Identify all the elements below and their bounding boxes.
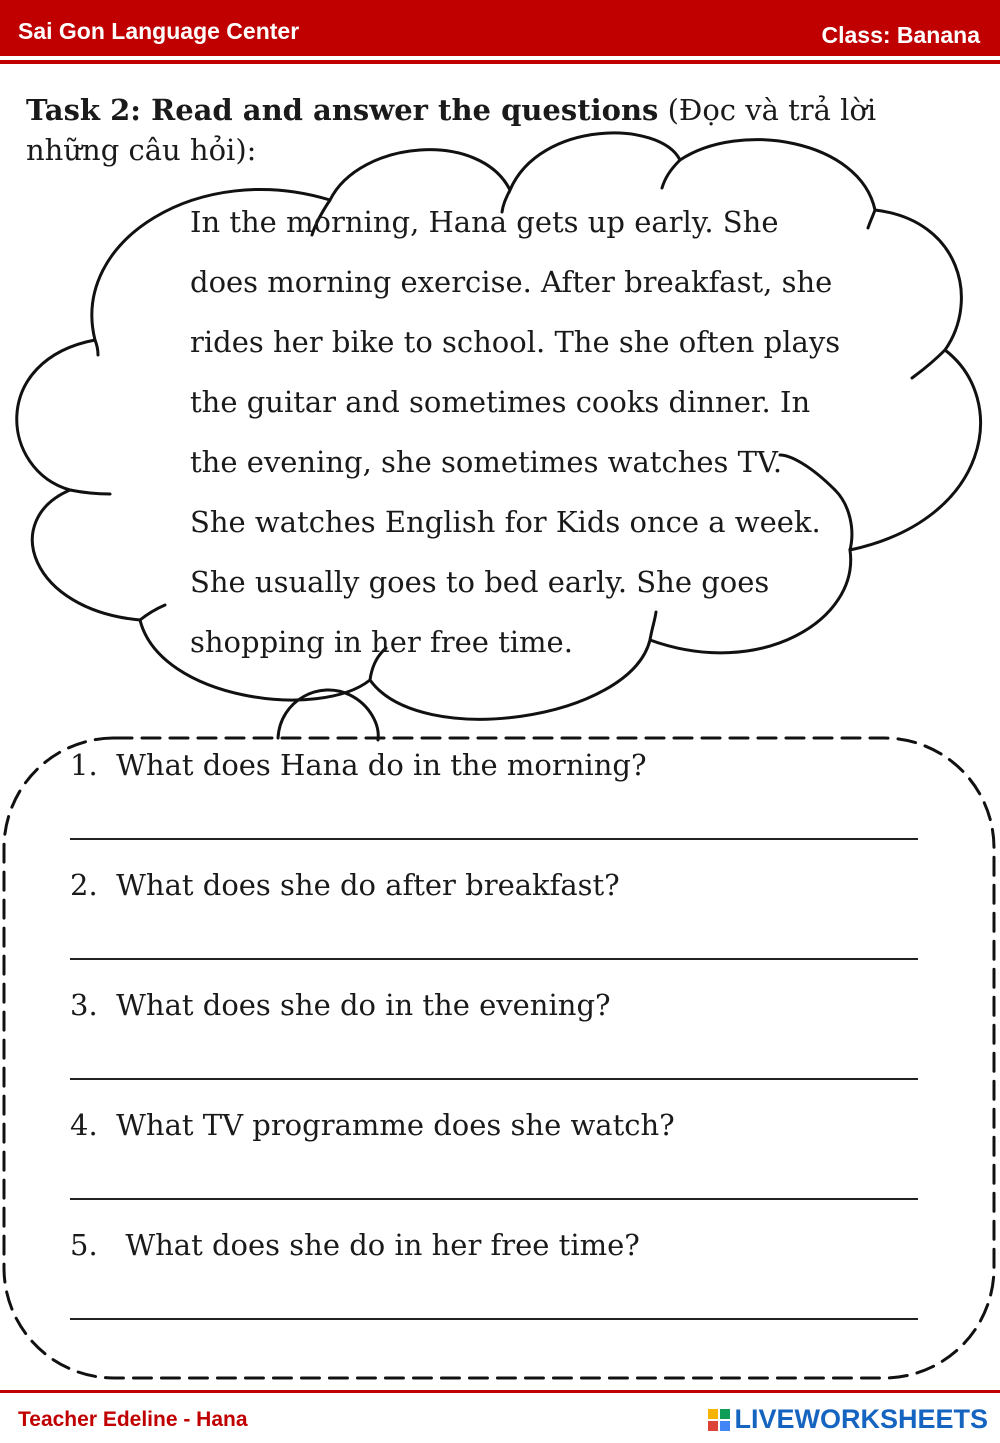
task-title-bold: Task 2: Read and answer the questions [26, 93, 659, 127]
question-1: 1. What does Hana do in the morning? [70, 748, 647, 782]
brand-name: LIVEWORKSHEETS [734, 1404, 988, 1434]
answer-line-2[interactable] [70, 958, 918, 960]
passage-line: does morning exercise. After breakfast, she [190, 265, 833, 299]
task-title-translation: (Đọc và trả lời những câu hỏi): [26, 93, 877, 167]
question-3: 3. What does she do in the evening? [70, 988, 611, 1022]
answer-box [4, 738, 994, 1378]
question-5: 5. What does she do in her free time? [70, 1228, 640, 1262]
question-4: 4. What TV programme does she watch? [70, 1108, 675, 1142]
class-name: Class: Banana [821, 22, 980, 48]
liveworksheets-logo [708, 1404, 988, 1435]
answer-line-3[interactable] [70, 1078, 918, 1080]
answer-line-5[interactable] [70, 1318, 918, 1320]
center-name: Sai Gon Language Center [18, 18, 300, 44]
question-2: 2. What does she do after breakfast? [70, 868, 620, 902]
answer-line-4[interactable] [70, 1198, 918, 1200]
passage-line: the guitar and sometimes cooks dinner. In [190, 385, 811, 419]
passage-line: She usually goes to bed early. She goes [190, 565, 770, 599]
logo-grid-icon [708, 1409, 730, 1431]
passage-line: In the morning, Hana gets up early. She [190, 205, 779, 239]
passage-line: rides her bike to school. The she often plays [190, 325, 841, 359]
answer-line-1[interactable] [70, 838, 918, 840]
teacher-name: Teacher Edeline - Hana [18, 1408, 248, 1431]
passage-line: the evening, she sometimes watches TV. [190, 445, 783, 479]
reading-passage [190, 192, 910, 672]
footer-divider [0, 1390, 1000, 1393]
passage-line: She watches English for Kids once a week. [190, 505, 821, 539]
passage-line: shopping in her free time. [190, 625, 573, 659]
